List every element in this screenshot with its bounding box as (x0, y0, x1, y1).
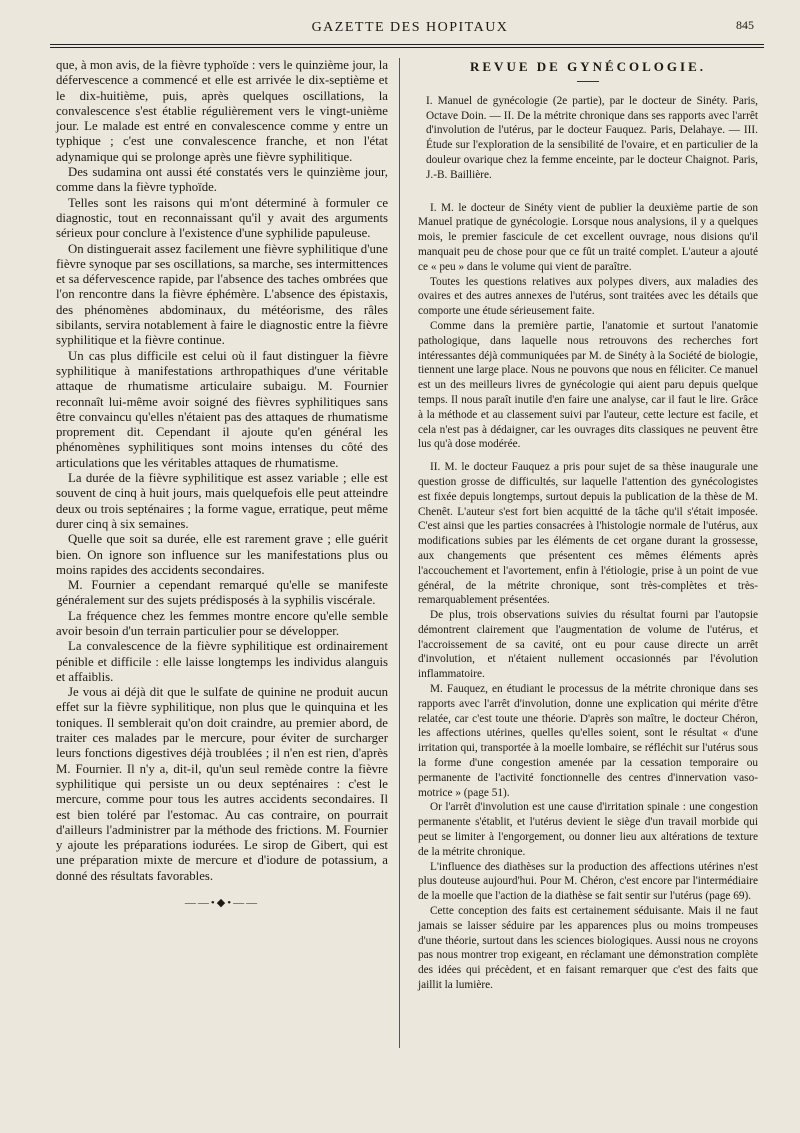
title-rule (577, 81, 599, 82)
paragraph: M. Fournier a cependant remarqué qu'elle se manifeste généralement sur des sujets prédisposés à la syphilis viscérale. (56, 578, 388, 608)
page-number: 845 (736, 18, 754, 32)
paragraph: que, à mon avis, de la fièvre typhoïde : vers le quinzième jour, la défervescence a commencé et elle est arrivée le dix-septième et le dix-huitième, puis, après quelques oscillations, la convalescence s'est établie régulièrement vers le vingt-unième jour. Le malade est entré en convalescence comme y entre un typhique ; c'est une convalescence franche, et non l'état adynamique qui se prolonge après une fièvre syphilitique. (56, 58, 388, 164)
paragraph: M. Fauquez, en étudiant le processus de la métrite chronique dans ses rapports avec l'arrêt d'involution, donne une explication qui mérite d'être relatée, car c'est toute une théorie. D'après son maître, le docteur Chéron, les affections utérines, quelles qu'elles soient, sont le résultat « d'une irritation qui, transportée à la moelle lombaire, se réfléchit sur l'utérus sous la forme d'une congestion amenée par la cessation temporaire ou permanente de l'activité fonctionnelle des centres d'innervation vaso-motrice » (page 51). (418, 683, 758, 799)
left-column (56, 58, 388, 911)
fleuron-ornament: ——•◆•—— (184, 897, 260, 910)
paragraph: Or l'arrêt d'involution est une cause d'irritation spinale : une congestion permanente s'établit, et l'utérus devient le siège d'un travail morbide qui peut se limiter à l'engorgement, ou donner lieu aux altérations de texture de la métrite chronique. (418, 801, 758, 858)
paragraph: L'influence des diathèses sur la production des affections utérines n'est plus douteuse aujourd'hui. Pour M. Chéron, c'est encore par l'intermédiaire de la moelle que l'action de la diathèse se fait sentir sur l'utérus (page 69). (418, 860, 758, 903)
paragraph: Telles sont les raisons qui m'ont déterminé à formuler ce diagnostic, tout en reconnaissant qu'il y avait des arguments sérieux pour conclure à l'existence d'une syphilide papuleuse. (56, 195, 388, 241)
paragraph: Comme dans la première partie, l'anatomie et surtout l'anatomie pathologique, dans laquelle nous retrouvons des recherches fort intéressantes déjà communiquées par M. de Sinéty à la Société de biologie, tiennent une large place. Nous ne pouvons que nous en féliciter. Ce manuel est un des meilleurs livres de gynécologie qui aient paru depuis quelque temps. Il nous paraît inutile d'en faire une analyse, car il faut le lire. Grâce à la méthode et au classement suivi par l'auteur, cette lecture est facile, et cela n'est pas à dédaigner, car les ouvrages dits classiques ne peuvent être lus qu'à dose modérée. (418, 319, 758, 451)
paragraph: II. M. le docteur Fauquez a pris pour sujet de sa thèse inaugurale une question grosse de difficultés, sur laquelle l'attention des gynécologistes est fixée depuis longtemps, surtout depuis la publication de la thèse de M. Chenêt. L'auteur s'est fort bien acquitté de la tâche qu'il s'était imposée. C'est ainsi que les parties consacrées à l'histologie normale de l'utérus, aux modifications subies par les éléments de cet organe durant la grossesse, aux changements que présentent ces mêmes éléments après l'accouchement et l'avortement, enfin à l'étiologie, prise à un point de vue général, de la métrite chronique, sont très-complètes et très-remarquablement présentées. (418, 461, 758, 607)
paragraph: Un cas plus difficile est celui où il faut distinguer la fièvre syphilitique à manifestations arthropathiques d'une véritable attaque de rhumatisme articulaire subaigu. M. Fournier reconnaît lui-même avoir soigné des fièvres syphilitiques sans être convaincu qu'elles n'étaient pas des attaques de rhumatisme proprement dit. Cependant il ajoute qu'en général les phénomènes syphilitiques sont moins intenses du côté des articulations que les véritables attaques de rhumatisme. (56, 348, 388, 470)
section-title: REVUE DE GYNÉCOLOGIE. (470, 59, 706, 74)
section-gap (418, 452, 758, 460)
paragraph: La convalescence de la fièvre syphilitique est ordinairement pénible et difficile : elle laisse longtemps les individus alanguis et affaiblis. (56, 639, 388, 684)
paragraph: Des sudamina ont aussi été constatés vers le quinzième jour, comme dans la fièvre typhoïde. (56, 165, 388, 195)
right-column (418, 58, 758, 993)
paragraph: La fréquence chez les femmes montre encore qu'elle semble avoir besoin d'un terrain particulier pour se développer. (56, 608, 388, 638)
header-rule-bottom (50, 47, 764, 48)
column-separator (399, 58, 400, 1048)
paragraph: I. M. le docteur de Sinéty vient de publier la deuxième partie de son Manuel pratique de gynécologie. Lorsque nous analysions, il y a quelques mois, le premier fascicule de cet excellent ouvrage, nous disions qu'il manquait peu de chose pour que ce fût un traité complet. L'auteur a ajouté ce « peu » dans le volume qui vient de paraître. (418, 201, 758, 273)
journal-title: GAZETTE DES HOPITAUX (311, 20, 509, 35)
paragraph: Quelle que soit sa durée, elle est rarement grave ; elle guérit bien. On ignore son influence sur les manifestations plus ou moins rapides des accidents secondaires. (56, 532, 388, 577)
header-rule-top (50, 44, 764, 45)
paragraph: Cette conception des faits est certainement séduisante. Mais il ne faut jamais se laisser séduire par les apparences plus ou moins trompeuses d'une théorie, surtout dans les sciences biologiques. Aussi nous ne croyons pas nous montrer trop exigeant, en réclamant une démonstration complète des idées qui précèdent, et en faisant remarquer que c'est des faits que jaillit la lumière. (418, 905, 758, 992)
paragraph: La durée de la fièvre syphilitique est assez variable ; elle est souvent de cinq à huit jours, mais quelquefois elle peut atteindre deux ou trois septénaires ; la forme vague, erratique, peut même durer cinq à six semaines. (56, 471, 388, 531)
paragraph: Toutes les questions relatives aux polypes divers, aux maladies des ovaires et des autres annexes de l'utérus, sont traitées avec les détails que comporte une étude sérieusement faite. (418, 275, 758, 318)
paragraph: De plus, trois observations suivies du résultat fourni par l'autopsie démontrent clairement que l'augmentation de volume de l'utérus, et l'accroissement de sa cavité, ont eu pour cause directe un arrêt d'involution, et n'étaient nullement occasionnés par l'évolution inflammatoire. (418, 609, 758, 681)
bibliography-entry: I. Manuel de gynécologie (2e partie), par le docteur de Sinéty. Paris, Octave Doin. — II. De la métrite chronique dans ses rapports avec l'arrêt d'involution de l'utérus, par le docteur Fauquez. Paris, Delahaye. — III. Étude sur l'exploration de la sensibilité de l'ovaire, et en particulier de la douleur ovarique chez la femme enceinte, par le docteur Chaignot. Paris, J.-B. Baillière. (426, 94, 758, 181)
paragraph: Je vous ai déjà dit que le sulfate de quinine ne produit aucun effet sur la fièvre syphilitique, non plus que le quinquina et les toniques. Il semblerait qu'on doit craindre, au premier abord, de traiter ces malades par le mercure, pour éviter de surcharger leurs fonctions digestives déjà troublées ; il n'en est rien, d'après M. Fournier. Il n'y a, dit-il, qu'un seul remède contre la fièvre syphilitique qui persiste un ou deux septénaires : c'est le mercure, comme pour tous les autres accidents secondaires. Il est bien toléré par l'estomac. Au cas contraire, on pourrait d'ailleurs l'administrer par la méthode des frictions. M. Fournier y ajoute les préparations iodurées. Le sirop de Gibert, qui est une préparation mixte de mercure et d'iodure de potassium, a donné des résultats favorables. (56, 685, 388, 883)
paragraph: On distinguerait assez facilement une fièvre syphilitique d'une fièvre synoque par ses oscillations, sa marche, ses intermittences et sa défervescence rapide, par l'absence des taches ombrées que l'on rencontre dans la fièvre éphémère. L'absence des épistaxis, des phénomènes abdominaux, du météorisme, des râles sibilants, servira notablement à faire le diagnostic entre la fièvre syphilitique et la fièvre continue. (56, 241, 388, 348)
page-header (60, 14, 760, 44)
